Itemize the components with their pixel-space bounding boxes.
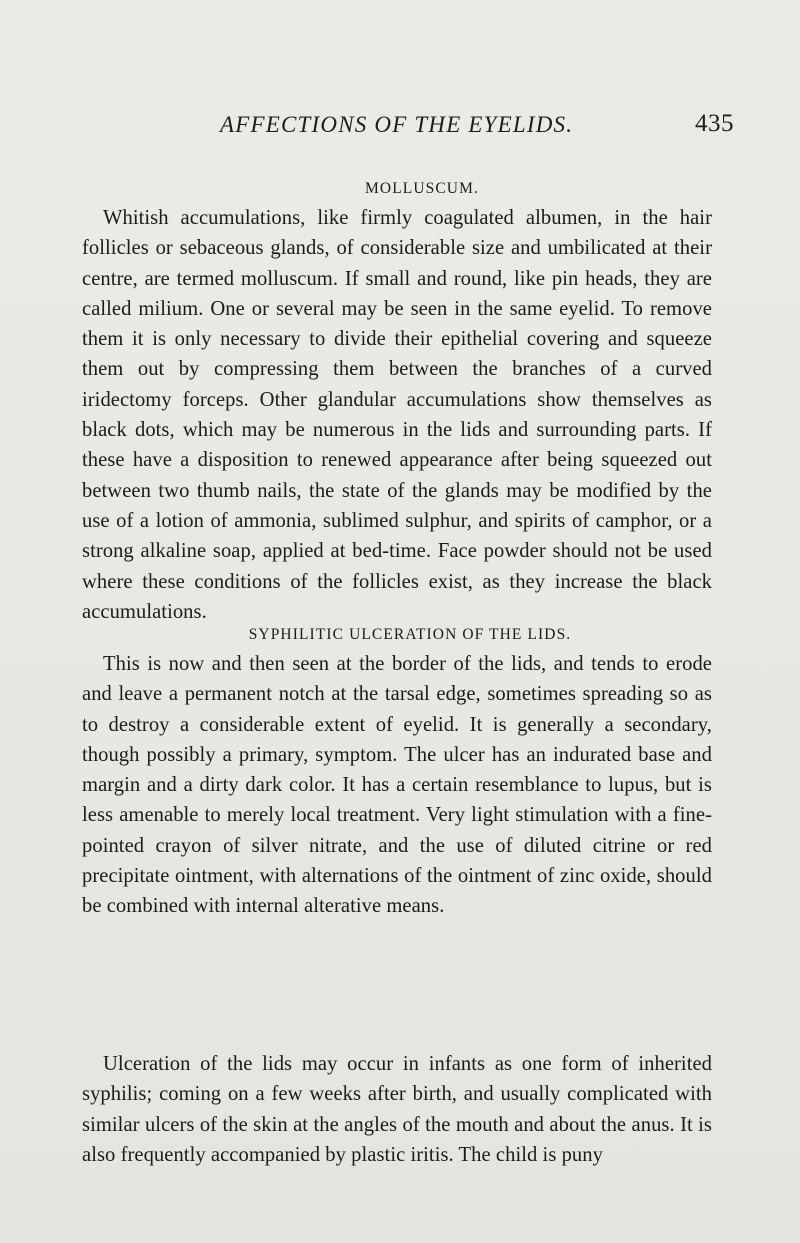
section-heading-molluscum: MOLLUSCUM. <box>365 180 479 197</box>
page-number: 435 <box>695 110 734 137</box>
paragraph-infant-ulceration: Ulceration of the lids may occur in infants as one form of inherited syphilis; coming on a few weeks after birth, and usually complicated with similar ulcers of the skin at the angles of the mouth and about the anus. It is also frequently accompanied by plastic iritis. The child is puny <box>82 1053 712 1166</box>
section-heading-syphilitic-ulceration: SYPHILITIC ULCERATION OF THE LIDS. <box>248 626 572 643</box>
paragraph-syphilitic-ulceration: This is now and then seen at the border of the lids, and tends to erode and leave a permanent notch at the tarsal edge, sometimes spreading so as to destroy a considerable extent of eyelid. It is generally a secondary, though possibly a primary, symptom. The ulcer has an indurated base and margin and a dirty dark color. It has a certain resemblance to lupus, but is less amenable to merely local treatment. Very light stimulation with a fine-pointed crayon of silver nitrate, and the use of diluted citrine or red precipitate ointment, with alternations of the ointment of zinc oxide, should be combined with internal alterative means. <box>82 653 712 918</box>
running-head-title: AFFECTIONS OF THE EYELIDS. <box>220 112 574 137</box>
paragraph-molluscum: Whitish accumulations, like firmly coagulated albumen, in the hair follicles or sebaceous glands, of considerable size and umbilicated at their centre, are termed molluscum. If small and round, like pin heads, they are called milium. One or several may be seen in the same eyelid. To remove them it is only necessary to divide their epithelial covering and squeeze them out by compressing them between the branches of a curved iridectomy forceps. Other glandular accumulations show themselves as black dots, which may be numerous in the lids and surrounding parts. If these have a disposition to renewed appearance after being squeezed out between two thumb nails, the state of the glands may be modified by the use of a lotion of ammonia, sublimed sulphur, and spirits of camphor, or a strong alkaline soap, applied at bed-time. Face powder should not be used where these conditions of the follicles exist, as they increase the black accumulations. <box>82 207 712 623</box>
